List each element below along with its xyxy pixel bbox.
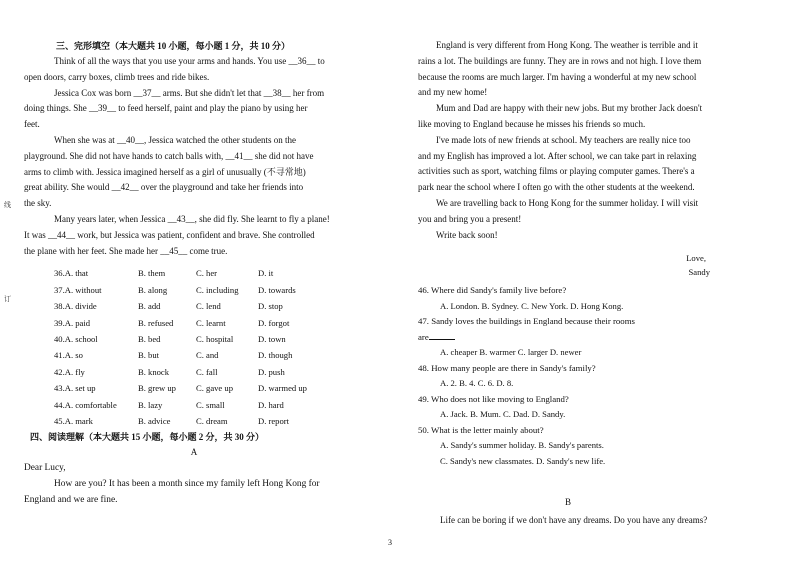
letter-closing: Love, bbox=[686, 253, 706, 264]
option-c[interactable]: C. lend bbox=[196, 301, 221, 312]
option-c[interactable]: C. including bbox=[196, 284, 239, 295]
option-b[interactable]: B. bed bbox=[138, 333, 161, 344]
question-50: 50. What is the letter mainly about? bbox=[418, 424, 544, 435]
letter-line: Write back soon! bbox=[436, 229, 498, 240]
question-50-options[interactable]: A. Sandy's summer holiday. B. Sandy's parents. bbox=[440, 440, 604, 451]
answer-blank[interactable] bbox=[429, 330, 455, 340]
passage-line: When she was at __40__, Jessica watched the other students on the bbox=[54, 134, 296, 145]
passage-line: doing things. She __39__ to feed herself, paint and play the piano by using her bbox=[24, 103, 308, 114]
option-a[interactable]: 43.A. set up bbox=[54, 383, 96, 394]
option-d[interactable]: D. town bbox=[258, 333, 286, 344]
option-b[interactable]: B. but bbox=[138, 350, 160, 361]
binding-margin-mark: 线 bbox=[4, 201, 11, 209]
option-b[interactable]: B. add bbox=[138, 301, 161, 312]
option-d[interactable]: D. towards bbox=[258, 284, 296, 295]
option-a[interactable]: 42.A. fly bbox=[54, 366, 85, 377]
option-row bbox=[24, 364, 364, 380]
option-c[interactable]: C. dream bbox=[196, 416, 228, 427]
question-49-options[interactable]: A. Jack. B. Mum. C. Dad. D. Sandy. bbox=[440, 409, 566, 420]
option-row bbox=[24, 413, 364, 429]
option-c[interactable]: C. her bbox=[196, 268, 218, 279]
option-d[interactable]: D. though bbox=[258, 350, 293, 361]
letter-line: like moving to England because he misses his friends so much. bbox=[418, 118, 646, 129]
option-row bbox=[24, 380, 364, 396]
option-d[interactable]: D. hard bbox=[258, 399, 284, 410]
letter-line: England is very different from Hong Kong. The weather is terrible and it bbox=[436, 40, 698, 50]
option-d[interactable]: D. report bbox=[258, 416, 290, 427]
question-48-options[interactable]: A. 2. B. 4. C. 6. D. 8. bbox=[440, 378, 514, 389]
letter-line: park near the school where I often go with the other students at the weekend. bbox=[418, 182, 695, 193]
option-row bbox=[24, 298, 364, 314]
option-b[interactable]: B. lazy bbox=[138, 399, 163, 410]
option-d[interactable]: D. forgot bbox=[258, 317, 290, 328]
option-c[interactable]: C. learnt bbox=[196, 317, 226, 328]
option-a[interactable]: 37.A. without bbox=[54, 284, 102, 295]
passage-line: open doors, carry boxes, climb trees and ride bikes. bbox=[24, 71, 210, 82]
option-a[interactable]: 40.A. school bbox=[54, 333, 98, 344]
option-c[interactable]: C. small bbox=[196, 399, 225, 410]
option-a[interactable]: 38.A. divide bbox=[54, 301, 97, 312]
option-row bbox=[24, 282, 364, 298]
letter-greeting: Dear Lucy, bbox=[24, 463, 66, 474]
passage-line: feet. bbox=[24, 119, 40, 130]
option-d[interactable]: D. warmed up bbox=[258, 383, 307, 394]
letter-line: Mum and Dad are happy with their new jobs. But my brother Jack doesn't bbox=[436, 103, 703, 114]
letter-line: We are travelling back to Hong Kong for the summer holiday. I will visit bbox=[436, 197, 699, 208]
passage-line: arms to climb with. Jessica imagined herself as a girl of unusually (不寻常地) bbox=[24, 166, 306, 177]
section-heading-reading: 四、阅读理解（本大题共 15 小题，每小题 2 分，共 30 分） bbox=[30, 432, 265, 443]
letter-line: and my English has improved a lot. After school, we can take part in relaxing bbox=[418, 150, 697, 161]
option-b[interactable]: B. knock bbox=[138, 366, 170, 377]
letter-body bbox=[418, 38, 718, 243]
questions-list bbox=[418, 283, 718, 469]
option-c[interactable]: C. gave up bbox=[196, 383, 233, 394]
option-a[interactable]: 36.A. that bbox=[54, 268, 89, 279]
question-47-stem-end: are bbox=[418, 330, 718, 346]
option-a[interactable]: 44.A. comfortable bbox=[54, 399, 117, 410]
left-column bbox=[24, 38, 364, 509]
option-c[interactable]: C. and bbox=[196, 350, 219, 361]
option-c[interactable]: C. hospital bbox=[196, 333, 234, 344]
letter-line: I've made lots of new friends at school. My teachers are really nice too bbox=[436, 134, 691, 145]
letter-line: England and we are fine. bbox=[24, 495, 118, 506]
question-47: 47. Sandy loves the buildings in England because their rooms bbox=[418, 316, 635, 327]
option-b[interactable]: B. refused bbox=[138, 317, 174, 328]
passage-line: It was __44__ work, but Jessica was patient, confident and brave. She controlled bbox=[24, 229, 315, 240]
question-48: 48. How many people are there in Sandy's family? bbox=[418, 362, 596, 373]
question-47-options[interactable]: A. cheaper B. warmer C. larger D. newer bbox=[440, 347, 582, 358]
option-b[interactable]: B. advice bbox=[138, 416, 171, 427]
option-d[interactable]: D. it bbox=[258, 268, 274, 279]
option-c[interactable]: C. fall bbox=[196, 366, 218, 377]
question-46-options[interactable]: A. London. B. Sydney. C. New York. D. Hong Kong. bbox=[440, 300, 624, 311]
letter-line: How are you? It has been a month since my family left Hong Kong for bbox=[54, 479, 320, 490]
cloze-options bbox=[24, 265, 364, 429]
passage-line: the sky. bbox=[24, 198, 52, 209]
option-a[interactable]: 45.A. mark bbox=[54, 416, 93, 427]
letter-line: because the rooms are much larger. I'm having a wonderful at my new school bbox=[418, 71, 697, 82]
passage-line: great ability. She would __42__ over the playground and take her friends into bbox=[24, 182, 304, 193]
passage-line: the plane with her feet. She made her __45__ come true. bbox=[24, 245, 228, 256]
letter-line: and my new home! bbox=[418, 87, 488, 98]
letter-signature: Sandy bbox=[688, 267, 710, 278]
option-a[interactable]: 41.A. so bbox=[54, 350, 83, 361]
passage-line: Think of all the ways that you use your arms and hands. You use __36__ to bbox=[54, 56, 325, 66]
section-heading-cloze: 三、完形填空（本大题共 10 小题，每小题 1 分，共 10 分） bbox=[56, 41, 291, 51]
option-d[interactable]: D. stop bbox=[258, 301, 283, 312]
passage-line: playground. She did not have hands to catch balls with, __41__ she did not have bbox=[24, 150, 314, 161]
option-b[interactable]: B. them bbox=[138, 268, 166, 279]
option-row bbox=[24, 265, 364, 281]
page-number: 3 bbox=[388, 538, 392, 547]
right-column bbox=[418, 38, 718, 529]
passage-line: Many years later, when Jessica __43__, she did fly. She learnt to fly a plane! bbox=[54, 213, 330, 224]
option-b[interactable]: B. along bbox=[138, 284, 168, 295]
question-49: 49. Who does not like moving to England? bbox=[418, 393, 569, 404]
letter-line: activities such as sport, watching films or playing computer games. There's a bbox=[418, 166, 695, 177]
cloze-passage bbox=[24, 54, 364, 259]
option-row bbox=[24, 347, 364, 363]
letter-line: rains a lot. The buildings are funny. They are in rows and not high. I love them bbox=[418, 55, 702, 66]
option-row bbox=[24, 315, 364, 331]
passage-line: Jessica Cox was born __37__ arms. But she didn't let that __38__ her from bbox=[54, 87, 325, 98]
letter-line: you and bring you a present! bbox=[418, 213, 522, 224]
part-label-b: B bbox=[564, 497, 571, 508]
part-b-first-line: Life can be boring if we don't have any dreams. Do you have any dreams? bbox=[440, 515, 708, 526]
option-b[interactable]: B. grew up bbox=[138, 383, 176, 394]
option-d[interactable]: D. push bbox=[258, 366, 285, 377]
binding-margin-mark: 订 bbox=[4, 295, 11, 303]
question-50-options-2[interactable]: C. Sandy's new classmates. D. Sandy's new life. bbox=[440, 455, 606, 466]
option-a[interactable]: 39.A. paid bbox=[54, 317, 91, 328]
part-label-a: A bbox=[190, 447, 198, 458]
option-row bbox=[24, 331, 364, 347]
option-row bbox=[24, 397, 364, 413]
question-46: 46. Where did Sandy's family live before? bbox=[418, 285, 567, 296]
